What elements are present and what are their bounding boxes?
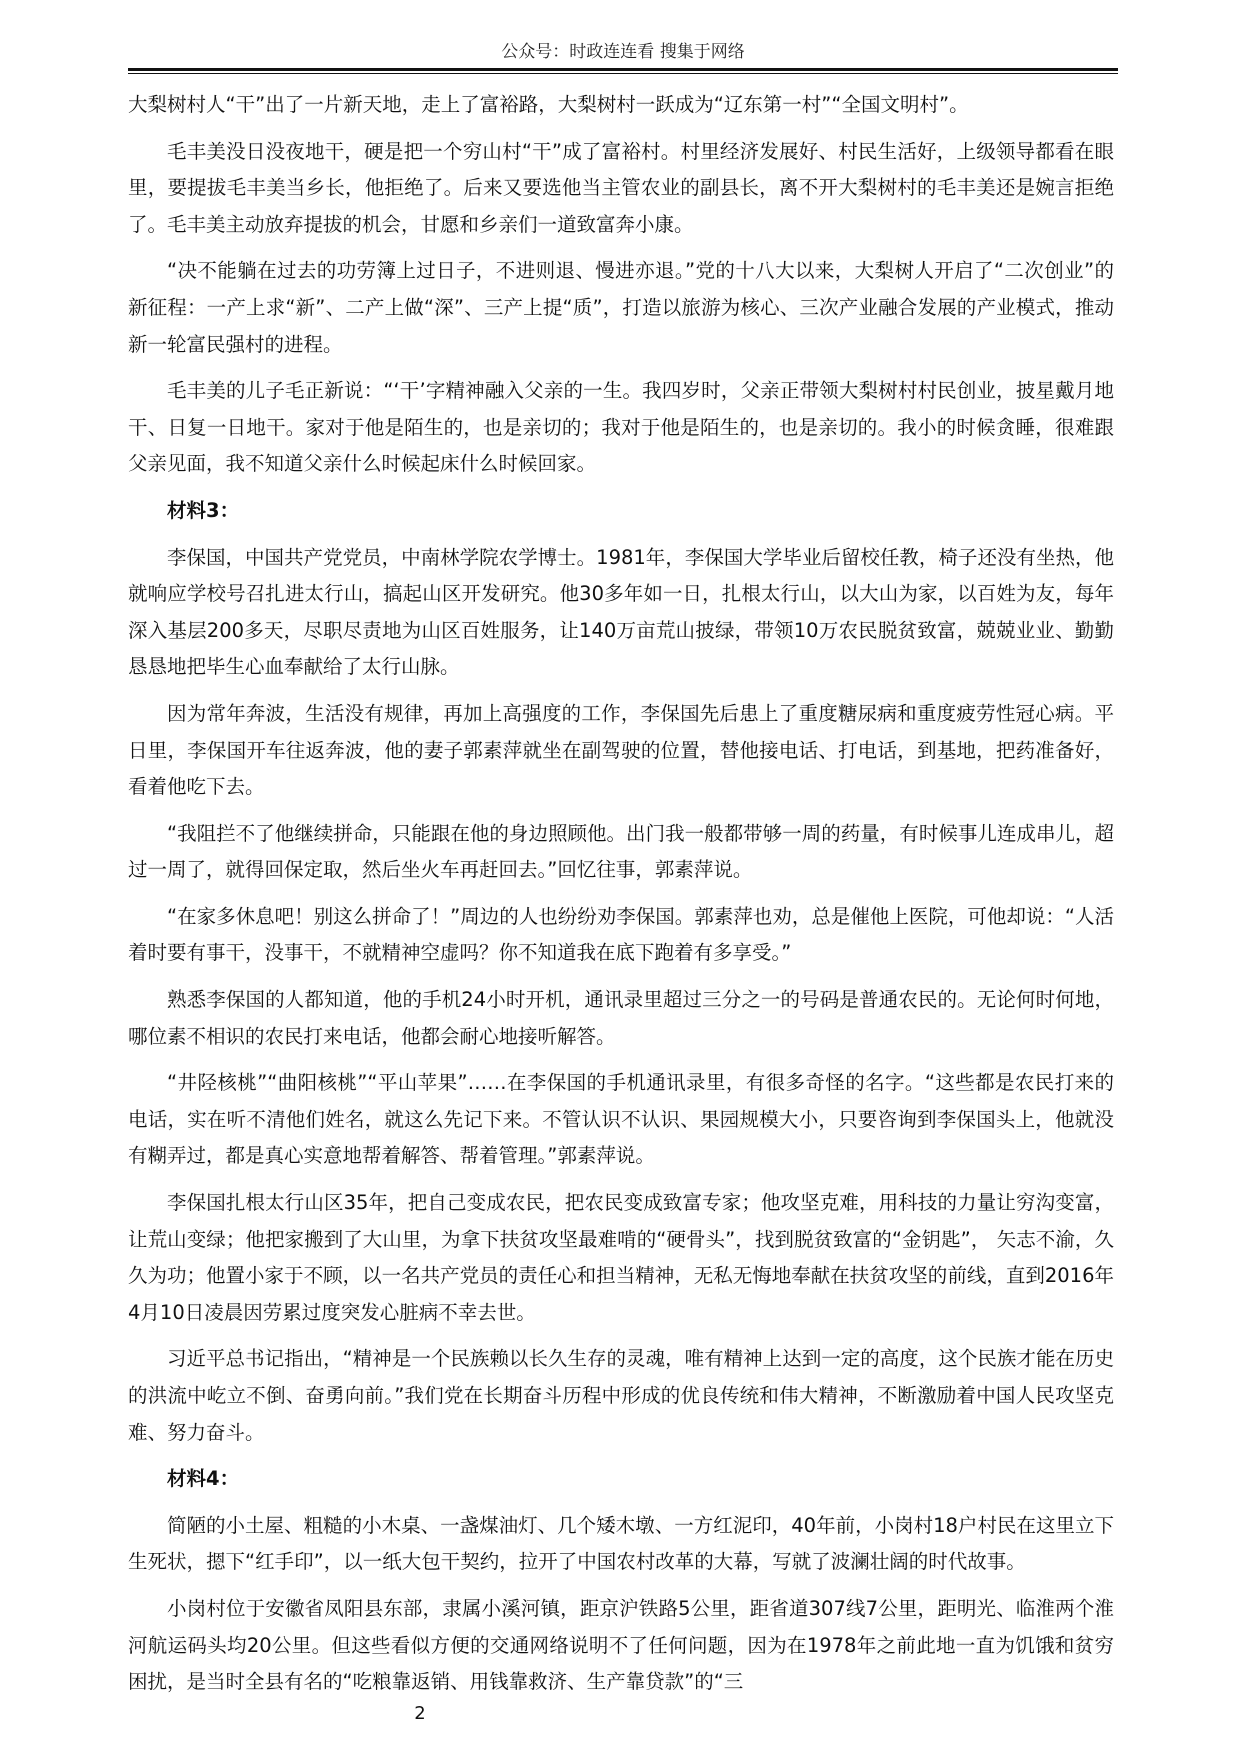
- paragraph-14: 小岗村位于安徽省凤阳县东部，隶属小溪河镇，距京沪铁路5公里，距省道307线7公里，距明光、临淮两个淮河航运码头均20公里。但这些看似方便的交通网络说明不了任何问题，因为在1978年之前此地一直为饥饿和贫穷困扰，是当时全县有名的“吃粮靠返销、用钱靠救济、生产靠贷款”的“三: [128, 1596, 1114, 1694]
- header-rule-thin: [128, 73, 1118, 74]
- paragraph-2: 毛丰美没日没夜地干，硬是把一个穷山村“干”成了富裕村。村里经济发展好、村民生活好，上级领导都看在眼里，要提拔毛丰美当乡长，他拒绝了。后来又要选他当主管农业的副县长，离不开大梨树村的毛丰美还是婉言拒绝了。毛丰美主动放弃提拔的机会，甘愿和乡亲们一道致富奔小康。: [128, 139, 1114, 236]
- section-heading-material-4: 材料4：: [167, 1467, 240, 1491]
- paragraph-1: 大梨树村人“干”出了一片新天地，走上了富裕路，大梨树村一跃成为“辽东第一村”“全国文明村”。: [128, 93, 969, 116]
- section-heading-material-3: 材料3：: [167, 498, 240, 522]
- paragraph-4: 毛丰美的儿子毛正新说：“‘干’字精神融入父亲的一生。我四岁时，父亲正带领大梨树村村民创业，披星戴月地干、日复一日地干。家对于他是陌生的，也是亲切的；我对于他是陌生的，也是亲切的。我小的时候贪睡，很难跟父亲见面，我不知道父亲什么时候起床什么时候回家。: [128, 379, 1114, 476]
- header-rule-thick: [128, 68, 1118, 71]
- paragraph-6: 因为常年奔波，生活没有规律，再加上高强度的工作，李保国先后患上了重度糖尿病和重度疲劳性冠心病。平日里，李保国开车往返奔波，他的妻子郭素萍就坐在副驾驶的位置，替他接电话、打电话，到基地，把药准备好，看着他吃下去。: [128, 701, 1114, 799]
- paragraph-13: 简陋的小土屋、粗糙的小木桌、一盏煤油灯、几个矮木墩、一方红泥印，40年前，小岗村18户村民在这里立下生死状，摁下“红手印”，以一纸大包干契约，拉开了中国农村改革的大幕，写就了波澜壮阔的时代故事。: [128, 1513, 1114, 1574]
- page-header: 公众号：时政连连看 搜集于网络: [501, 42, 745, 62]
- document-body: [128, 87, 1114, 1711]
- paragraph-12: 习近平总书记指出，“精神是一个民族赖以长久生存的灵魂，唯有精神上达到一定的高度，这个民族才能在历史的洪流中屹立不倒、奋勇向前。”我们党在长期奋斗历程中形成的优良传统和伟大精神，不断激励着中国人民攻坚克难、努力奋斗。: [128, 1347, 1114, 1444]
- page-number: 2: [414, 1703, 426, 1724]
- paragraph-7: “我阻拦不了他继续拼命，只能跟在他的身边照顾他。出门我一般都带够一周的药量，有时候事儿连成串儿，超过一周了，就得回保定取，然后坐火车再赶回去。”回忆往事，郭素萍说。: [128, 821, 1114, 882]
- paragraph-9: 熟悉李保国的人都知道，他的手机24小时开机，通讯录里超过三分之一的号码是普通农民的。无论何时何地，哪位素不相识的农民打来电话，他都会耐心地接听解答。: [128, 988, 1114, 1048]
- paragraph-3: “决不能躺在过去的功劳簿上过日子，不进则退、慢进亦退。”党的十八大以来，大梨树人开启了“二次创业”的新征程：一产上求“新”、二产上做“深”、三产上提“质”，打造以旅游为核心、三次产业融合发展的产业模式，推动新一轮富民强村的进程。: [128, 259, 1114, 356]
- paragraph-5: 李保国，中国共产党党员，中南林学院农学博士。1981年，李保国大学毕业后留校任教，椅子还没有坐热，他就响应学校号召扎进太行山，搞起山区开发研究。他30多年如一日，扎根太行山，以大山为家，以百姓为友，每年深入基层200多天，尽职尽责地为山区百姓服务，让140万亩荒山披绿，带领10万农民脱贫致富，兢兢业业、勤勤恳恳地把毕生心血奉献给了太行山脉。: [128, 545, 1114, 679]
- paragraph-11: 李保国扎根太行山区35年，把自己变成农民，把农民变成致富专家；他攻坚克难，用科技的力量让穷沟变富，让荒山变绿；他把家搬到了大山里，为拿下扶贫攻坚最难啃的“硬骨头”，找到脱贫致富的“金钥匙”， 矢志不渝，久久为功；他置小家于不顾，以一名共产党员的责任心和担当精神，无私无悔地奉献在扶贫攻坚的前线，直到2016年4月10日凌晨因劳累过度突发心脏病不幸去世。: [128, 1191, 1114, 1324]
- paragraph-10: “井陉核桃”“曲阳核桃”“平山苹果”……在李保国的手机通讯录里，有很多奇怪的名字。“这些都是农民打来的电话，实在听不清他们姓名，就这么先记下来。不管认识不认识、果园规模大小，只要咨询到李保国头上，他就没有糊弄过，都是真心实意地帮着解答、帮着管理。”郭素萍说。: [128, 1071, 1114, 1168]
- paragraph-8: “在家多休息吧！别这么拼命了！”周边的人也纷纷劝李保国。郭素萍也劝，总是催他上医院，可他却说：“人活着时要有事干，没事干，不就精神空虚吗？你不知道我在底下跑着有多享受。”: [128, 904, 1114, 965]
